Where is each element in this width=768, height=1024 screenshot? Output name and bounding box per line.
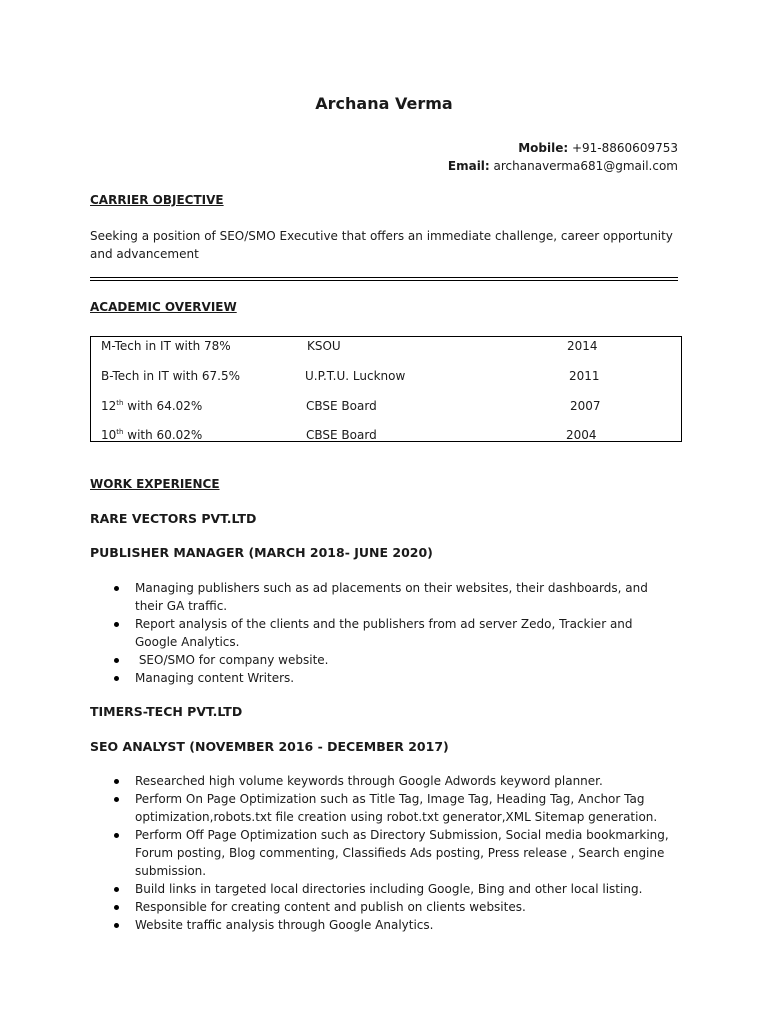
- list-item: Report analysis of the clients and the publishers from ad server Zedo, Trackier and Google Analytics.: [114, 615, 674, 651]
- company-name: TIMERS-TECH PVT.LTD: [90, 704, 243, 719]
- qualification-cell: 12th with 64.02%: [101, 399, 203, 413]
- bullet-icon: [114, 797, 119, 802]
- email-label: Email:: [447, 159, 490, 173]
- year-cell: 2011: [569, 369, 600, 383]
- section-divider-bottom: [90, 280, 678, 281]
- contact-mobile: [518, 141, 678, 155]
- board-cell: CBSE Board: [306, 428, 377, 442]
- academic-heading: ACADEMIC OVERVIEW: [90, 300, 237, 314]
- job-duties-list: [114, 772, 674, 934]
- list-item: SEO/SMO for company website.: [114, 651, 674, 669]
- qualification-cell: M-Tech in IT with 78%: [101, 339, 231, 353]
- job-title: PUBLISHER MANAGER (MARCH 2018- JUNE 2020): [90, 545, 433, 560]
- academic-row: [91, 339, 683, 357]
- objective-heading: CARRIER OBJECTIVE: [90, 193, 224, 207]
- academic-row: [91, 399, 683, 417]
- list-item: Perform On Page Optimization such as Title Tag, Image Tag, Heading Tag, Anchor Tag optimization,robots.txt file creation using robot.txt generator,XML Sitemap generation.: [114, 790, 674, 826]
- list-item: Perform Off Page Optimization such as Directory Submission, Social media bookmarking, Forum posting, Blog commenting, Classifieds Ads posting, Press release , Search engine submission.: [114, 826, 674, 880]
- list-item: Responsible for creating content and publish on clients websites.: [114, 898, 674, 916]
- contact-email: [448, 159, 678, 173]
- list-item: Website traffic analysis through Google Analytics.: [114, 916, 674, 934]
- job-duties-list: [114, 579, 674, 687]
- list-item: Managing content Writers.: [114, 669, 674, 687]
- bullet-icon: [114, 923, 119, 928]
- academic-row: [91, 428, 683, 446]
- academic-row: [91, 369, 683, 387]
- qualification-cell: B-Tech in IT with 67.5%: [101, 369, 240, 383]
- year-cell: 2004: [566, 428, 597, 442]
- board-cell: CBSE Board: [306, 399, 377, 413]
- qualification-cell: 10th with 60.02%: [101, 428, 203, 442]
- section-divider-top: [90, 277, 678, 278]
- bullet-icon: [114, 676, 119, 681]
- mobile-label: Mobile:: [518, 141, 569, 155]
- bullet-icon: [114, 658, 119, 663]
- list-item: Build links in targeted local directories including Google, Bing and other local listing.: [114, 880, 674, 898]
- company-name: RARE VECTORS PVT.LTD: [90, 511, 257, 526]
- bullet-icon: [114, 622, 119, 627]
- list-item: Managing publishers such as ad placements on their websites, their dashboards, and their GA traffic.: [114, 579, 674, 615]
- job-title: SEO ANALYST (NOVEMBER 2016 - DECEMBER 2017): [90, 739, 449, 754]
- bullet-icon: [114, 887, 119, 892]
- mobile-value: +91-8860609753: [568, 141, 678, 155]
- board-cell: KSOU: [307, 339, 341, 353]
- year-cell: 2014: [567, 339, 598, 353]
- objective-text: Seeking a position of SEO/SMO Executive that offers an immediate challenge, career opportunity and advancement: [90, 229, 673, 261]
- bullet-icon: [114, 779, 119, 784]
- email-value: archanaverma681@gmail.com: [489, 159, 678, 173]
- work-heading: WORK EXPERIENCE: [90, 477, 220, 491]
- bullet-icon: [114, 905, 119, 910]
- list-item: Researched high volume keywords through Google Adwords keyword planner.: [114, 772, 674, 790]
- bullet-icon: [114, 833, 119, 838]
- bullet-icon: [114, 586, 119, 591]
- board-cell: U.P.T.U. Lucknow: [305, 369, 406, 383]
- year-cell: 2007: [570, 399, 601, 413]
- academic-table: [90, 336, 682, 442]
- candidate-name: Archana Verma: [315, 94, 453, 113]
